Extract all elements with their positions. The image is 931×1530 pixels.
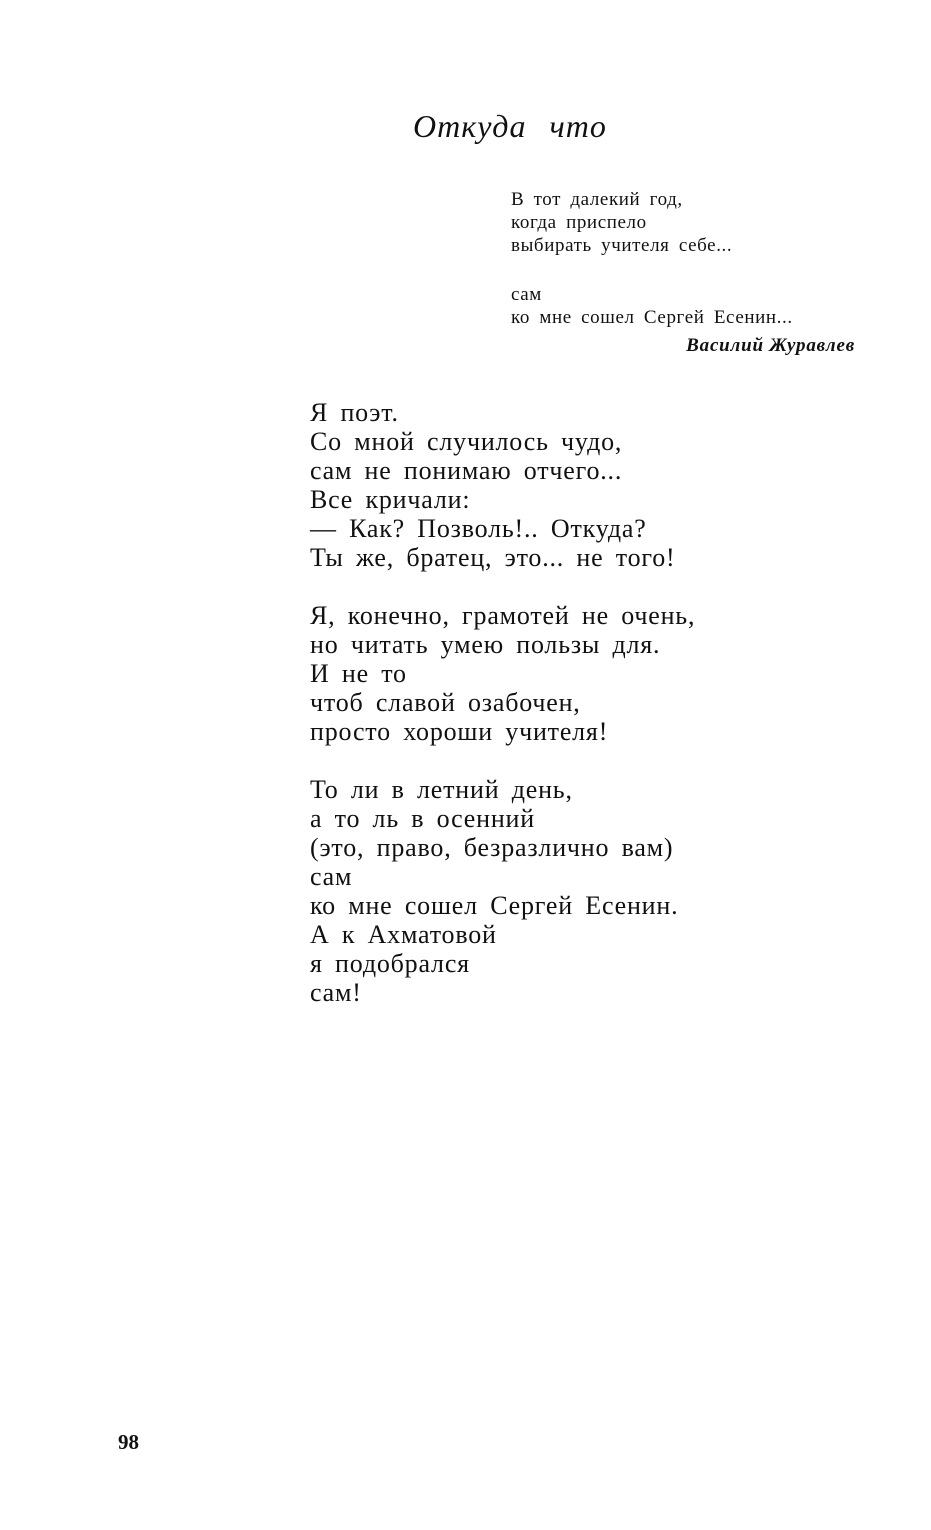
poem-line: я подобрался [310,949,470,978]
poem-line: И не то [310,659,407,688]
epigraph-author: Василий Журавлев [686,335,855,356]
stanza-2 [310,601,695,746]
poem-title: Откуда что [413,108,607,144]
stanza-1 [310,398,695,572]
poem-line: просто хороши учителя! [310,717,609,746]
epigraph-line: В тот далекий год, [511,189,683,210]
poem-line: чтоб славой озабочен, [310,688,581,717]
poem-line: сам не понимаю отчего... [310,456,623,485]
poem-line: — Как? Позволь!.. Откуда? [310,514,647,543]
epigraph-line: ко мне сошел Сергей Есенин... [511,307,793,328]
poem-line: Я, конечно, грамотей не очень, [310,601,696,630]
poem-line: но читать умею пользы для. [310,630,661,659]
poem-line: сам! [310,978,362,1007]
poem-line: (это, право, безразлично вам) [310,833,674,862]
stanza-3 [310,775,695,1007]
poem-line: Все кричали: [310,485,471,514]
poem-line: сам [310,862,353,891]
poem-line: ко мне сошел Сергей Есенин. [310,891,679,920]
poem-line: Со мной случилось чудо, [310,427,623,456]
epigraph-line: сам [511,284,542,305]
poem-line: Я поэт. [310,398,399,427]
poem-body [310,398,695,1036]
poem-line: Ты же, братец, это... не того! [310,543,676,572]
poem-line: А к Ахматовой [310,920,497,949]
poem-line: То ли в летний день, [310,775,573,804]
epigraph [511,188,861,357]
page-number: 98 [118,1430,139,1454]
poem-line: а то ль в осенний [310,804,535,833]
epigraph-line: когда приспело [511,212,647,233]
epigraph-line: выбирать учителя себе... [511,235,733,256]
